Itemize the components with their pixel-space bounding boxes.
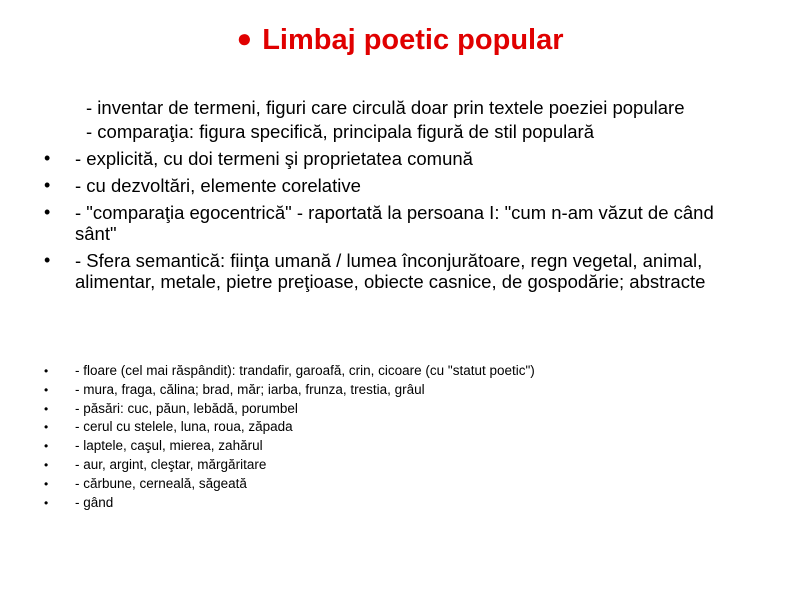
list-item-text: - Sfera semantică: fiinţa umană / lumea înconjurătoare, regn vegetal, animal, alimentar, metale, pietre preţioase, obiecte casnice, de gospodărie; abstracte	[75, 250, 706, 292]
sub-list-item-text: - laptele, caşul, mierea, zahărul	[75, 438, 263, 454]
list-item-text: - explicită, cu doi termeni şi proprietatea comună	[75, 148, 473, 169]
sub-list-item-text: - mura, fraga, călina; brad, măr; iarba, frunza, trestia, grâul	[75, 381, 425, 397]
sub-list-item-text: - aur, argint, cleştar, mărgăritare	[75, 456, 267, 472]
bullet-icon: •	[44, 476, 49, 491]
bullet-icon: •	[44, 401, 49, 416]
sub-list-item	[44, 400, 744, 419]
list-item	[44, 97, 744, 118]
sub-list-item-text: - gând	[75, 494, 114, 510]
sub-list-item-text: - cărbune, cerneală, săgeată	[75, 475, 247, 491]
bullet-icon: •	[44, 382, 49, 397]
main-bullet-list	[44, 97, 744, 298]
sub-list-item	[44, 494, 744, 513]
list-item	[44, 148, 744, 169]
bullet-icon: •	[44, 495, 49, 510]
bullet-icon: •	[44, 420, 49, 435]
sub-list-item	[44, 437, 744, 456]
list-item-text: - comparaţia: figura specifică, principala figură de stil populară	[86, 121, 594, 142]
bullet-icon: •	[44, 202, 51, 222]
slide-title	[0, 20, 800, 60]
list-item-text: - inventar de termeni, figuri care circulă doar prin textele poeziei populare	[86, 97, 685, 118]
sub-list-item	[44, 381, 744, 400]
bullet-icon: •	[44, 175, 51, 195]
sub-list-item-text: - păsări: cuc, păun, lebădă, porumbel	[75, 400, 298, 416]
list-item	[44, 121, 744, 142]
sub-bullet-list	[44, 362, 744, 512]
sub-list-item	[44, 456, 744, 475]
sub-list-item	[44, 475, 744, 494]
bullet-icon: •	[44, 148, 51, 168]
list-item	[44, 250, 744, 292]
title-bullet-icon: ●	[236, 23, 253, 53]
sub-list-item-text: - cerul cu stelele, luna, roua, zăpada	[75, 419, 293, 435]
title-text: Limbaj poetic popular	[262, 24, 564, 56]
sub-list-item	[44, 418, 744, 437]
list-item	[44, 175, 744, 196]
bullet-icon: •	[44, 439, 49, 454]
bullet-icon: •	[44, 250, 51, 270]
list-item-text: - cu dezvoltări, elemente corelative	[75, 175, 361, 196]
list-item	[44, 202, 744, 244]
list-item-text: - "comparaţia egocentrică" - raportată la persoana I: "cum n-am văzut de când sânt"	[75, 202, 714, 244]
sub-list-item	[44, 362, 744, 381]
bullet-icon: •	[44, 457, 49, 472]
sub-list-item-text: - floare (cel mai răspândit): trandafir, garoafă, crin, cicoare (cu "statut poetic")	[75, 363, 535, 378]
bullet-icon: •	[44, 364, 49, 378]
